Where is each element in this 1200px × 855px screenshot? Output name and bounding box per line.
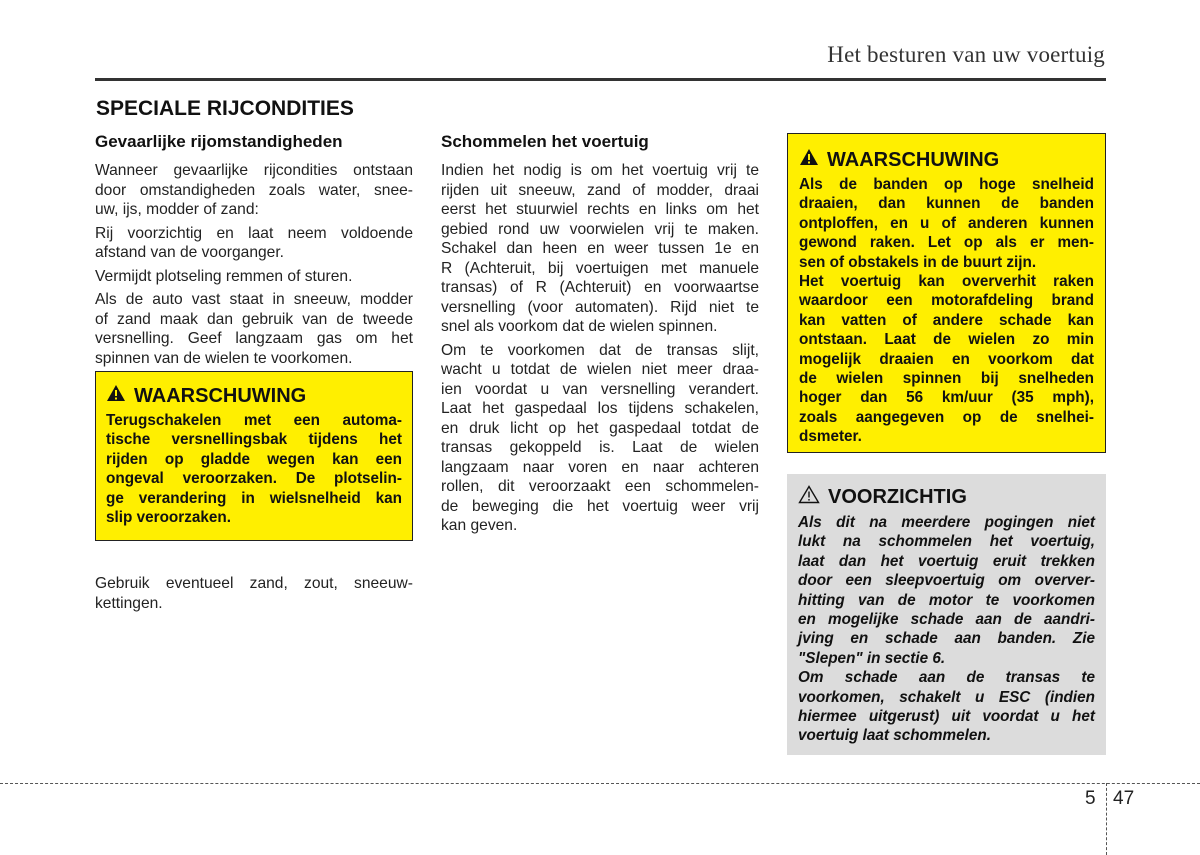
text-line: hitting van de motor te voorkomen (798, 591, 1095, 609)
text-line: R (Achteruit, bij voertuigen met manuele (441, 259, 759, 277)
footer-dashed-divider (1106, 783, 1107, 855)
text-line: "Slepen" in sectie 6. (798, 649, 946, 667)
right-warning-header (799, 148, 1094, 172)
text-line: hoger dan 56 km/uur (35 mph), (799, 389, 1094, 407)
text-line: of zand maak dan gebruik van de tweede (95, 310, 413, 328)
text-line: Om schade aan de transas te (798, 669, 1095, 687)
text-line: ongeval veroorzaken. De plotselin- (106, 470, 402, 488)
text-line: en druk licht op het gaspedaal totdat de (441, 419, 759, 437)
text-line: dsmeter. (799, 428, 862, 446)
chapter-number: 5 (1085, 788, 1096, 809)
left-paragraph-2 (95, 224, 413, 263)
text-line: sen of obstakels in de buurt zijn. (799, 253, 1037, 271)
text-line: transas) of R (Achteruit) en voorwaartse (441, 279, 759, 296)
right-warning-body (799, 175, 1094, 447)
text-line: jving en schade aan banden. Zie (798, 630, 1095, 648)
text-line: ien voordat u van versnelling verandert. (441, 380, 759, 398)
text-line: ontploffen, en u of anderen kunnen (799, 214, 1094, 232)
middle-column (441, 132, 759, 540)
text-line: Indien het nodig is om het voertuig vrij te (441, 162, 759, 179)
right-warning-text-1 (799, 175, 1094, 272)
text-line: draaien, dan kunnen de banden (799, 195, 1094, 213)
text-line: lukt na schommelen het voertuig, (798, 533, 1095, 551)
text-line: rollen, dit veroorzaakt een schommelen- (441, 478, 759, 495)
text-line: mogelijk draaien en voorkom dat (799, 350, 1094, 368)
text-line: kan vatten of andere schade kan (799, 311, 1094, 329)
middle-paragraph-1 (441, 161, 759, 337)
text-line: door omstandigheden zoals water, snee- (95, 181, 413, 199)
text-line: rijden uit sneeuw, zand of modder, draai (441, 181, 759, 199)
text-line: Als de auto vast staat in sneeuw, modder (95, 291, 413, 308)
warning-triangle-icon (106, 384, 126, 408)
right-warning-text-2 (799, 272, 1094, 447)
text-line: versnelling (voor automaten). Rijd niet te (441, 298, 759, 316)
left-paragraph-3 (95, 267, 413, 287)
caution-label: VOORZICHTIG (828, 486, 967, 508)
text-line: zoals aangegeven op de snelhei- (799, 408, 1094, 426)
middle-column-heading: Schommelen het voertuig (441, 132, 649, 151)
left-warning-box (95, 371, 413, 541)
left-warning-text (106, 411, 402, 527)
text-line: ontstaan. Laat de wielen zo min (799, 331, 1094, 349)
text-line: spinnen van de wielen te voorkomen. (95, 349, 353, 367)
caution-box (787, 474, 1106, 755)
left-warning-body (106, 411, 402, 527)
section-title: SPECIALE RIJCONDITIES (96, 97, 354, 120)
text-line: de wielen spinnen bij snelheden (799, 370, 1094, 388)
caution-triangle-icon (798, 485, 820, 510)
left-column (95, 132, 413, 372)
text-line: Laat het gaspedaal los tijdens schakelen, (441, 400, 759, 417)
text-line: Gebruik eventueel zand, zout, sneeuw- (95, 575, 413, 592)
text-line: snel als voorkom dat de wielen spinnen. (441, 318, 718, 335)
text-line: eerst het stuurwiel rechts en links om het (441, 201, 759, 218)
page-number: 47 (1113, 788, 1135, 809)
left-paragraph-1 (95, 161, 413, 220)
header-rule (95, 78, 1106, 81)
text-line: tische versnellingsbak tijdens het (106, 431, 402, 449)
left-column-bottom (95, 574, 413, 617)
text-line: de beweging die het voertuig weer vrij (441, 497, 759, 515)
left-warning-header (106, 384, 402, 408)
text-line: Wanneer gevaarlijke rijcondities ontstaan (95, 162, 413, 179)
text-line: hiermee uitgerust) uit voordat u het (798, 708, 1095, 726)
text-line: voorkomen, schakelt u ESC (indien (798, 688, 1095, 706)
text-line: ge verandering in wielsnelheid kan (106, 489, 402, 507)
text-line: Vermijdt plotseling remmen of sturen. (95, 267, 353, 285)
text-line: afstand van de voorganger. (95, 244, 284, 261)
text-line: Als dit na meerdere pogingen niet (798, 514, 1095, 531)
text-line: Rij voorzichtig en laat neem voldoende (95, 224, 413, 242)
text-line: Schakel dan heen en weer tussen 1e en (441, 240, 759, 257)
caution-body (798, 513, 1095, 746)
text-line: wacht u totdat de wielen niet meer draa- (441, 361, 759, 378)
caution-text-1 (798, 513, 1095, 668)
text-line: langzaam naar voren en naar achteren (441, 458, 759, 476)
text-line: door een sleepvoertuig om overver- (798, 572, 1095, 590)
text-line: voertuig laat schommelen. (798, 727, 991, 745)
text-line: gewond raken. Let op als er men- (799, 234, 1094, 252)
text-line: Terugschakelen met een automa- (106, 412, 402, 429)
text-line: en mogelijke schade aan de aandri- (798, 611, 1095, 629)
text-line: kan geven. (441, 517, 518, 534)
left-paragraph-4 (95, 290, 413, 368)
text-line: laat dan het voertuig eruit trekken (798, 552, 1095, 570)
left-paragraph-5 (95, 574, 413, 613)
text-line: transas gekoppeld is. Laat de wielen (441, 439, 759, 456)
text-line: gebied rond uw voorwielen vrij te maken. (441, 220, 759, 238)
text-line: waardoor een motorafdeling brand (799, 292, 1094, 310)
middle-paragraph-2 (441, 341, 759, 536)
right-warning-box (787, 133, 1106, 453)
caution-text-2 (798, 668, 1095, 746)
caution-header (798, 485, 1095, 510)
text-line: Om te voorkomen dat de transas slijt, (441, 341, 759, 359)
text-line: slip veroorzaken. (106, 509, 231, 527)
text-line: versnelling. Geef langzaam gas om het (95, 330, 413, 347)
text-line: Het voertuig kan oververhit raken (799, 273, 1094, 291)
footer-dashed-rule (0, 783, 1200, 784)
left-column-heading: Gevaarlijke rijomstandigheden (95, 132, 343, 151)
text-line: kettingen. (95, 594, 163, 612)
text-line: rijden op gladde wegen kan een (106, 450, 402, 468)
text-line: Als de banden op hoge snelheid (799, 176, 1094, 193)
text-line: uw, ijs, modder of zand: (95, 201, 259, 218)
right-warning-label: WAARSCHUWING (827, 148, 1000, 171)
warning-triangle-icon (799, 148, 819, 172)
left-warning-label: WAARSCHUWING (134, 384, 307, 407)
running-header: Het besturen van uw voertuig (827, 42, 1105, 67)
